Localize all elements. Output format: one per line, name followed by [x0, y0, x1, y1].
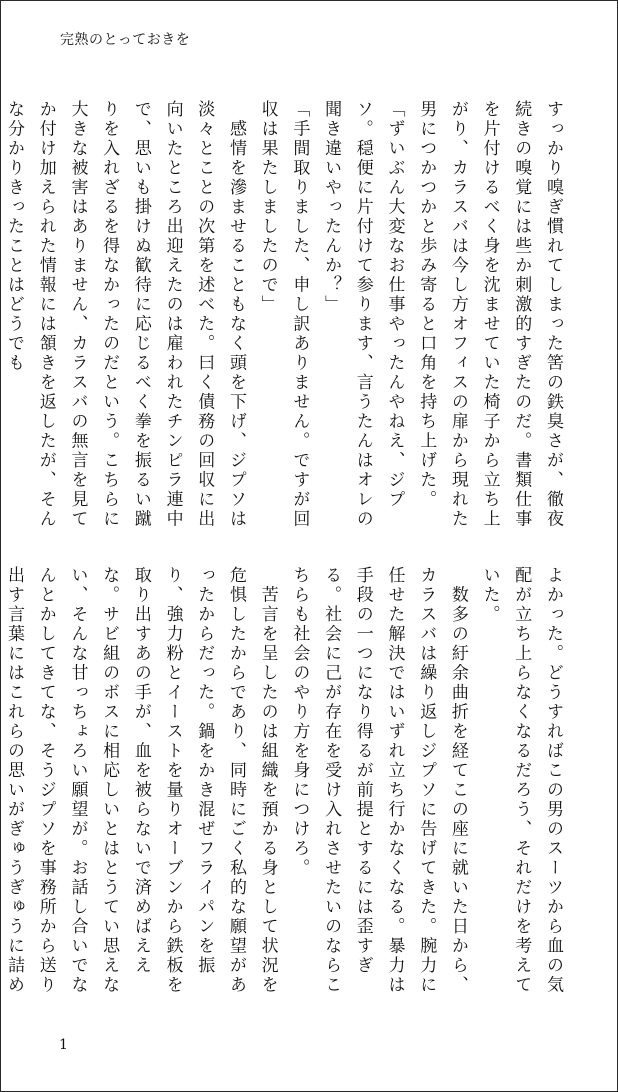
paragraph: 「ずいぶん大変なお仕事やったんやねえ、ジプソ。穏便に片付けて参ります、言うたんはオレの聞き違いやったんか？」	[321, 100, 405, 529]
paragraph: 「手間取りました、申し訳ありません。ですが回収は果たしましたので」	[257, 100, 310, 529]
upper-text-block	[4, 100, 568, 530]
page-number: 1	[59, 1037, 68, 1053]
paragraph: 数多の紆余曲折を経てこの座に就いた日から、カラスバは繰り返しジプソに告げてきた。腕力に任せた解決ではいずれ立ち行かなくなる。暴力は手段の一つになり得るが前提とするには歪すぎる。社会に己が存在を受け入れさせたいのならこちらも社会のやり方を身につけろ。	[289, 566, 468, 995]
book-title: 完熟のとっておきを	[60, 32, 191, 48]
paragraph: すっかり嗅ぎ慣れてしまった筈の鉄臭さが、徹夜続きの嗅覚には些か刺激的すぎたのだ。書類仕事を片付けるべく身を沈ませていた椅子から立ち上がり、カラスバは今し方オフィスの扉から現れた男につかつかと歩み寄ると口角を持ち上げた。	[416, 100, 563, 529]
paragraph: 感情を滲ませることもなく頭を下げ、ジプソは淡々とことの次第を述べた。曰く債務の回収に出向いたところ出迎えたのは雇われたチンピラ連中で、思いも掛けぬ歓待に応じるべく拳を振るい蹴りを入れざるを得なかったのだという。こちらに大きな被害はありません、カラスバの無言を見てか付け加えられた情報には頷きを返したが、そんな分かりきったことはどうでも	[4, 100, 246, 529]
lower-text-block	[4, 566, 568, 996]
paragraph: よかった。どうすればこの男のスーツから血の気配が立ち上らなくなるだろう、それだけを考えていた。	[479, 566, 563, 995]
paragraph: 苦言を呈したのは組織を預かる身として状況を危惧したからであり、同時にごく私的な願望があったからだった。鍋をかき混ぜフライパンを振り、強力粉とイーストを量りオーブンから鉄板を取り出すあの手が、血を被らないで済めばええな。サビ組のボスに相応しいとはとうてい思えない、そんな甘っちょろい願望が。お話し合いでなんとかしてきてな、そうジプソを事務所から送り出す言葉にはこれらの思いがぎゅうぎゅうに詰め	[4, 566, 278, 995]
